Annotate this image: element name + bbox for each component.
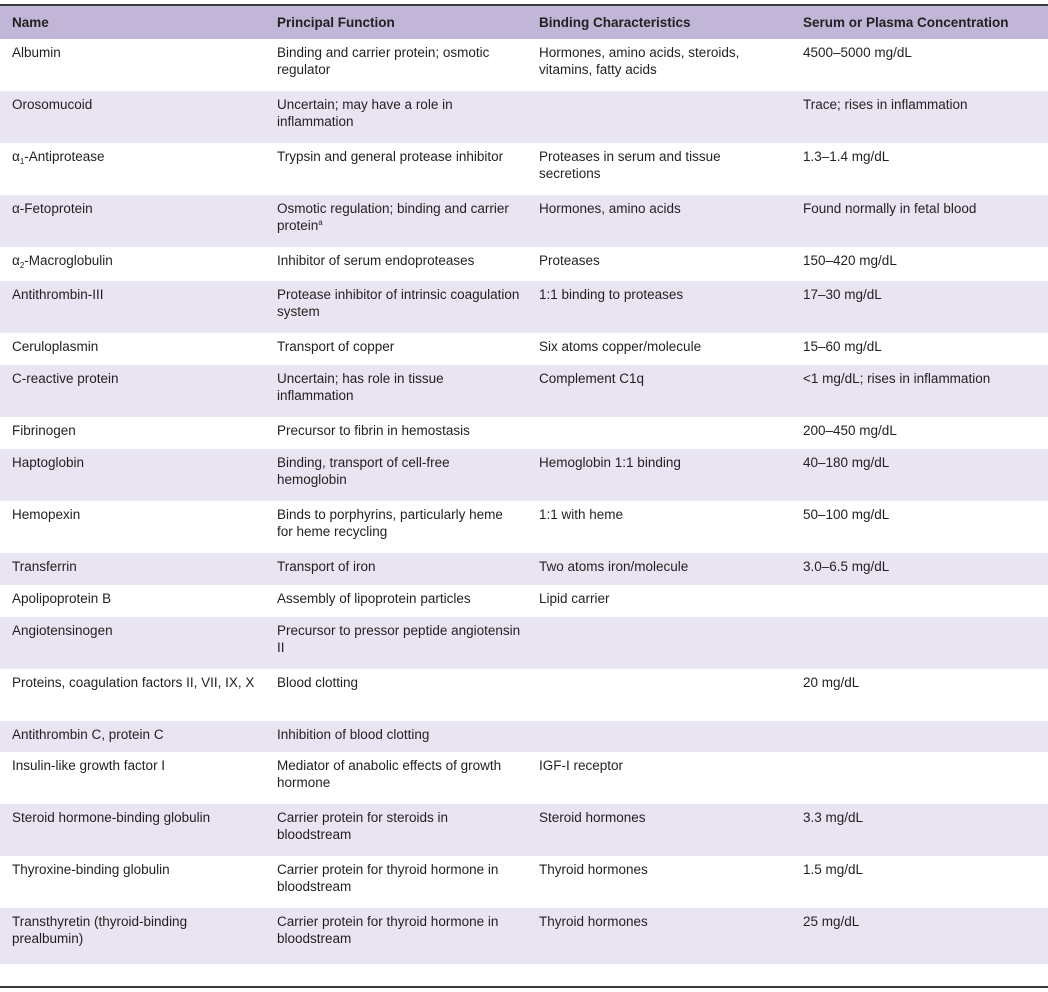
cell-concentration: 50–100 mg/dL	[803, 507, 890, 522]
header-name: Name	[12, 15, 49, 30]
table-row	[0, 333, 1048, 365]
cell-function: Blood clotting	[277, 675, 359, 690]
cell-binding: Proteases in serum and tissue secretions	[539, 149, 721, 181]
name-prefix: α	[12, 149, 20, 164]
cell-concentration: Trace; rises in inflammation	[803, 97, 968, 112]
cell-concentration: 150–420 mg/dL	[803, 253, 897, 268]
cell-concentration: 20 mg/dL	[803, 675, 860, 690]
cell-function: Assembly of lipoprotein particles	[277, 591, 471, 606]
cell-name: Haptoglobin	[12, 455, 85, 470]
function-text: Osmotic regulation; binding and carrier protein	[277, 201, 509, 233]
cell-binding: Proteases	[539, 253, 600, 268]
cell-concentration: 40–180 mg/dL	[803, 455, 890, 470]
cell-concentration: Found normally in fetal blood	[803, 201, 977, 216]
cell-binding: Hormones, amino acids	[539, 201, 681, 216]
table-row	[0, 804, 1048, 856]
cell-binding: Hormones, amino acids, steroids, vitamins, fatty acids	[539, 45, 740, 77]
table-bottom-rule	[0, 986, 1048, 988]
cell-name: Transthyretin (thyroid-binding prealbumin)	[12, 914, 188, 946]
cell-function: Precursor to fibrin in hemostasis	[277, 423, 470, 438]
cell-concentration: 1.3–1.4 mg/dL	[803, 149, 890, 164]
cell-name	[0, 143, 265, 195]
table-row	[0, 39, 1048, 91]
name-prefix: α	[12, 253, 20, 268]
table-row	[0, 281, 1048, 333]
header-binding-characteristics: Binding Characteristics	[539, 15, 691, 30]
cell-function	[265, 195, 527, 247]
table-row	[0, 247, 1048, 281]
table-row	[0, 501, 1048, 553]
cell-name: Transferrin	[12, 559, 77, 574]
header-row	[0, 6, 1048, 39]
cell-name: Hemopexin	[12, 507, 81, 522]
cell-binding	[527, 721, 791, 752]
cell-name: Antithrombin C, protein C	[12, 727, 164, 742]
cell-binding: Hemoglobin 1:1 binding	[539, 455, 681, 470]
cell-concentration: 3.3 mg/dL	[803, 810, 864, 825]
cell-name: Albumin	[12, 45, 61, 60]
name-subscript: 2	[19, 261, 25, 270]
cell-concentration: 1.5 mg/dL	[803, 862, 864, 877]
cell-name	[0, 247, 265, 281]
table-row	[0, 617, 1048, 669]
table-row	[0, 417, 1048, 449]
cell-name: Apolipoprotein B	[12, 591, 112, 606]
cell-binding: Two atoms iron/molecule	[539, 559, 689, 574]
table-row	[0, 856, 1048, 908]
table-row	[0, 553, 1048, 585]
cell-name: Steroid hormone-binding globulin	[12, 810, 211, 825]
cell-concentration: 3.0–6.5 mg/dL	[803, 559, 890, 574]
footnote-marker: a	[318, 218, 323, 227]
cell-binding: 1:1 with heme	[539, 507, 624, 522]
cell-concentration: 25 mg/dL	[803, 914, 860, 929]
table-row	[0, 195, 1048, 247]
cell-function: Binds to porphyrins, particularly heme for heme recycling	[277, 507, 503, 539]
cell-name: Orosomucoid	[12, 97, 93, 112]
cell-binding	[527, 669, 791, 721]
cell-concentration	[791, 585, 1048, 617]
cell-concentration	[791, 617, 1048, 669]
cell-name: Antithrombin-III	[12, 287, 104, 302]
cell-concentration: 200–450 mg/dL	[803, 423, 897, 438]
table-row	[0, 585, 1048, 617]
cell-concentration: <1 mg/dL; rises in inflammation	[803, 371, 991, 386]
cell-concentration	[791, 721, 1048, 752]
cell-binding: Lipid carrier	[539, 591, 610, 606]
cell-binding: Six atoms copper/molecule	[539, 339, 702, 354]
cell-binding: IGF-I receptor	[539, 758, 624, 773]
cell-name: Thyroxine-binding globulin	[12, 862, 170, 877]
cell-concentration: 17–30 mg/dL	[803, 287, 882, 302]
cell-function: Carrier protein for steroids in bloodstream	[277, 810, 449, 842]
cell-function: Precursor to pressor peptide angiotensin II	[277, 623, 521, 655]
cell-name: Insulin-like growth factor I	[12, 758, 166, 773]
cell-binding	[527, 91, 791, 143]
cell-function: Carrier protein for thyroid hormone in bloodstream	[277, 862, 499, 894]
table-row	[0, 721, 1048, 752]
table-row	[0, 908, 1048, 964]
cell-concentration: 4500–5000 mg/dL	[803, 45, 912, 60]
table-row	[0, 449, 1048, 501]
table-header	[0, 6, 1048, 39]
cell-function: Transport of copper	[277, 339, 395, 354]
cell-binding	[527, 617, 791, 669]
cell-binding: Thyroid hormones	[539, 914, 648, 929]
cell-function: Trypsin and general protease inhibitor	[277, 149, 504, 164]
cell-function: Uncertain; has role in tissue inflammation	[277, 371, 444, 403]
cell-function: Binding and carrier protein; osmotic regulator	[277, 45, 490, 77]
cell-binding: Steroid hormones	[539, 810, 646, 825]
cell-concentration	[791, 752, 1048, 804]
name-suffix: -Macroglobulin	[24, 253, 113, 268]
header-principal-function: Principal Function	[277, 15, 395, 30]
cell-function: Transport of iron	[277, 559, 376, 574]
cell-name: Angiotensinogen	[12, 623, 113, 638]
cell-name: α-Fetoprotein	[12, 201, 93, 216]
table-body	[0, 39, 1048, 964]
table-row	[0, 669, 1048, 721]
cell-function: Protease inhibitor of intrinsic coagulation system	[277, 287, 520, 319]
cell-name: C-reactive protein	[12, 371, 119, 386]
cell-function: Carrier protein for thyroid hormone in bloodstream	[277, 914, 499, 946]
table-row	[0, 91, 1048, 143]
table-row	[0, 143, 1048, 195]
cell-name: Ceruloplasmin	[12, 339, 99, 354]
name-subscript: 1	[19, 157, 25, 166]
cell-binding	[527, 417, 791, 449]
cell-binding: Complement C1q	[539, 371, 645, 386]
name-suffix: -Antiprotease	[24, 149, 105, 164]
cell-function: Mediator of anabolic effects of growth hormone	[277, 758, 502, 790]
cell-concentration: 15–60 mg/dL	[803, 339, 882, 354]
cell-binding: 1:1 binding to proteases	[539, 287, 684, 302]
table-row	[0, 752, 1048, 804]
cell-function: Uncertain; may have a role in inflammation	[277, 97, 453, 129]
cell-function: Inhibitor of serum endoproteases	[277, 253, 475, 268]
cell-binding: Thyroid hormones	[539, 862, 648, 877]
cell-function: Inhibition of blood clotting	[277, 727, 430, 742]
table-row	[0, 365, 1048, 417]
header-concentration: Serum or Plasma Concentration	[803, 15, 1009, 30]
cell-name: Proteins, coagulation factors II, VII, IX, X	[12, 675, 255, 690]
cell-function: Binding, transport of cell-free hemoglobin	[277, 455, 450, 487]
cell-name: Fibrinogen	[12, 423, 76, 438]
plasma-proteins-table	[0, 6, 1048, 964]
